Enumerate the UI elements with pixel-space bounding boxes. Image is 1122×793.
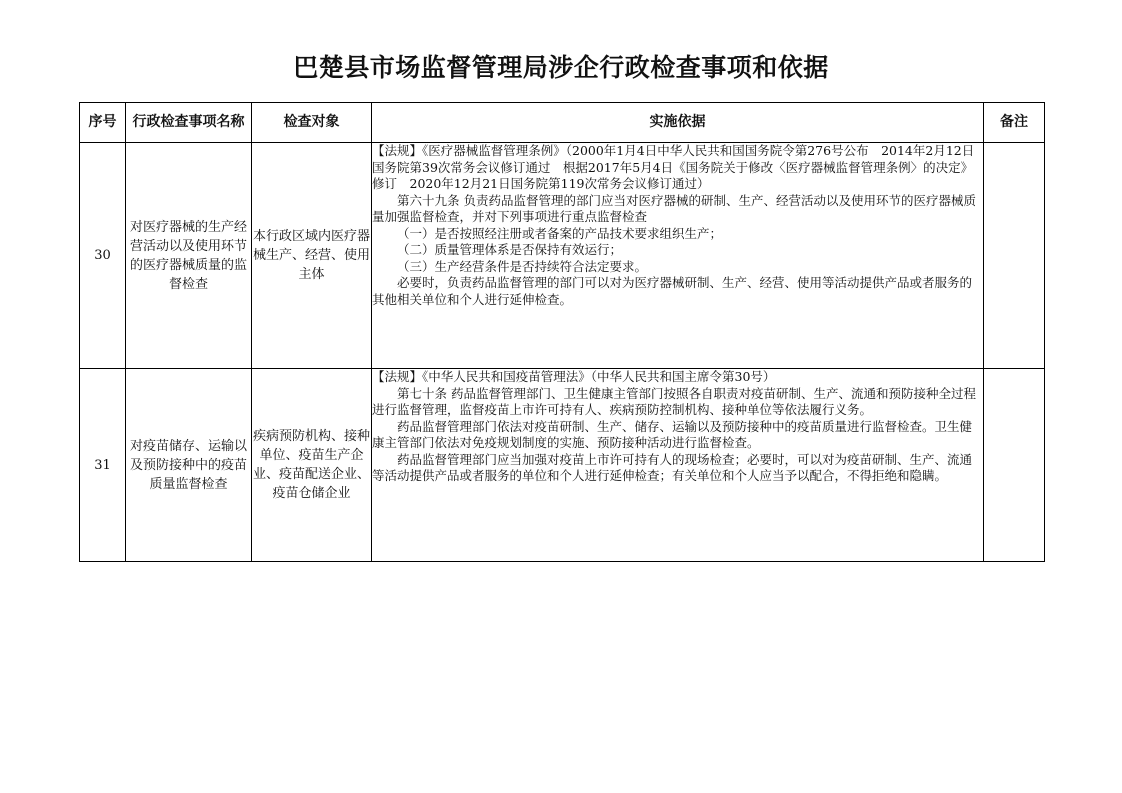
row-item: 对医疗器械的生产经营活动以及使用环节的医疗器械质量的监督检查: [126, 143, 252, 369]
table-row: [80, 143, 1045, 369]
table-row: [80, 369, 1045, 562]
row-target: 疾病预防机构、接种单位、疫苗生产企业、疫苗配送企业、疫苗仓储企业: [252, 369, 372, 562]
row-remark: [984, 369, 1045, 562]
header-seq: 序号: [80, 103, 126, 143]
basis-paragraph: 【法规】《医疗器械监督管理条例》（2000年1月4日中华人民共和国国务院令第276号公布 2014年2月12日国务院第39次常务会议修订通过 根据2017年5月4日《国务院关于修改〈医疗器械监督管理条例〉的决定》修订 2020年12月21日国务院第119次常务会议修订通过）: [372, 143, 975, 191]
row-basis: [372, 143, 984, 369]
header-remark: 备注: [984, 103, 1045, 143]
table-header-row: [80, 103, 1045, 143]
basis-paragraph: 药品监督管理部门应当加强对疫苗上市许可持有人的现场检查；必要时，可以对为疫苗研制、生产、流通等活动提供产品或者服务的单位和个人进行延伸检查；有关单位和个人应当予以配合，不得拒绝和隐瞒。: [372, 451, 973, 483]
header-item: 行政检查事项名称: [126, 103, 252, 143]
row-seq: 30: [80, 143, 126, 369]
row-seq: 31: [80, 369, 126, 562]
basis-paragraph: （一）是否按照经注册或者备案的产品技术要求组织生产；: [397, 225, 723, 241]
basis-paragraph: 必要时，负责药品监督管理的部门可以对为医疗器械研制、生产、经营、使用等活动提供产品或者服务的其他相关单位和个人进行延伸检查。: [372, 275, 973, 307]
basis-paragraph: （三）生产经营条件是否持续符合法定要求。: [397, 258, 648, 274]
inspection-table: [79, 102, 1045, 562]
basis-paragraph: 【法规】《中华人民共和国疫苗管理法》（中华人民共和国主席令第30号）: [372, 369, 776, 384]
header-target: 检查对象: [252, 103, 372, 143]
basis-paragraph: （二）质量管理体系是否保持有效运行；: [397, 242, 623, 257]
row-target: 本行政区域内医疗器械生产、经营、使用主体: [252, 143, 372, 369]
basis-paragraph: 第七十条 药品监督管理部门、卫生健康主管部门按照各自职责对疫苗研制、生产、流通和预防接种全过程进行监督管理，监督疫苗上市许可持有人、疾病预防控制机构、接种单位等依法履行义务。: [372, 385, 976, 417]
basis-paragraph: 药品监督管理部门依法对疫苗研制、生产、储存、运输以及预防接种中的疫苗质量进行监督检查。卫生健康主管部门依法对免疫规划制度的实施、预防接种活动进行监督检查。: [372, 418, 973, 450]
row-basis: [372, 369, 984, 562]
page-title: 巴楚县市场监督管理局涉企行政检查事项和依据: [293, 53, 829, 82]
header-basis: 实施依据: [372, 103, 984, 143]
row-item: 对疫苗储存、运输以及预防接种中的疫苗质量监督检查: [126, 369, 252, 562]
basis-paragraph: 第六十九条 负责药品监督管理的部门应当对医疗器械的研制、生产、经营活动以及使用环节的医疗器械质量加强监督检查，并对下列事项进行重点监督检查: [372, 192, 976, 224]
row-remark: [984, 143, 1045, 369]
